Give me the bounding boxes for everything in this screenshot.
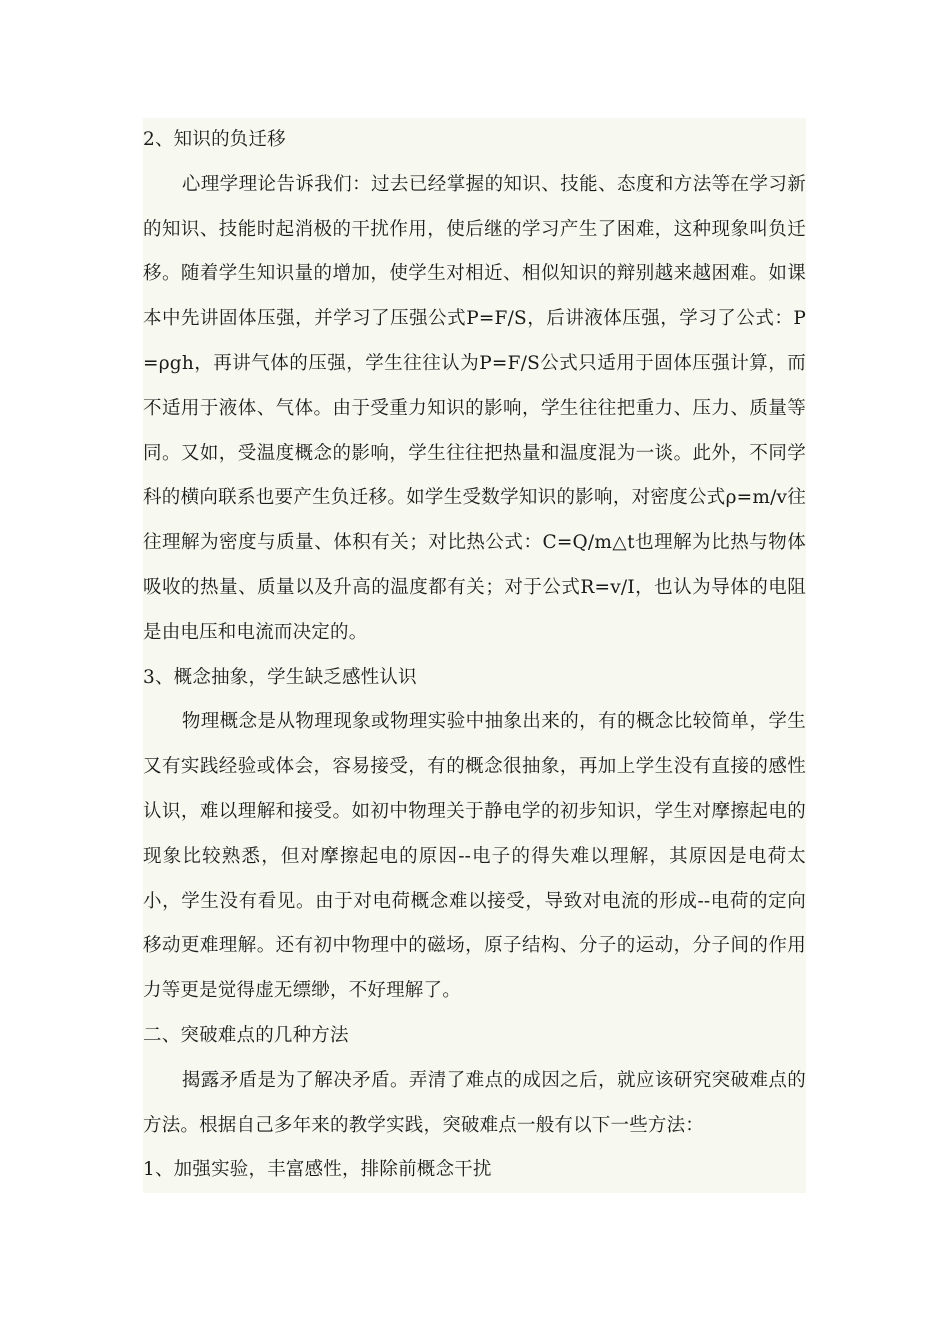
paragraph-abstract-concepts: 物理概念是从物理现象或物理实验中抽象出来的，有的概念比较简单，学生又有实践经验或体会，容易接受，有的概念很抽象，再加上学生没有直接的感性认识，难以理解和接受。如初中物理关于静电学的初步知识，学生对摩擦起电的现象比较熟悉，但对摩擦起电的原因--电子的得失难以理解，其原因是电荷太小，学生没有看见。由于对电荷概念难以接受，导致对电流的形成--电荷的定向移动更难理解。还有初中物理中的磁场，原子结构、分子的运动，分子间的作用力等更是觉得虚无缥缈，不好理解了。 — [143, 711, 806, 1002]
section-heading-abstract-concepts: 3、概念抽象，学生缺乏感性认识 — [143, 666, 417, 688]
document-body — [143, 118, 806, 1193]
paragraph-negative-transfer: 心理学理论告诉我们：过去已经掌握的知识、技能、态度和方法等在学习新的知识、技能时起消极的干扰作用，使后继的学习产生了困难，这种现象叫负迁移。随着学生知识量的增加，使学生对相近、相似知识的辩别越来越困难。如课本中先讲固体压强，并学习了压强公式P=F/S，后讲液体压强，学习了公式：P=ρgh，再讲气体的压强，学生往往认为P=F/S公式只适用于固体压强计算，而不适用于液体、气体。由于受重力知识的影响，学生往往把重力、压力、质量等同。又如，受温度概念的影响，学生往往把热量和温度混为一谈。此外，不同学科的横向联系也要产生负迁移。如学生受数学知识的影响，对密度公式ρ=m/v往往理解为密度与质量、体积有关；对比热公式：C=Q/m△t也理解为比热与物体吸收的热量、质量以及升高的温度都有关；对于公式R=v/I，也认为导体的电阻是由电压和电流而决定的。 — [143, 173, 806, 643]
section-heading-negative-transfer: 2、知识的负迁移 — [143, 129, 286, 150]
section-heading-methods: 二、突破难点的几种方法 — [143, 1024, 349, 1046]
section-heading-experiments: 1、加强实验，丰富感性，排除前概念干扰 — [143, 1159, 492, 1181]
paragraph-methods: 揭露矛盾是为了解决矛盾。弄清了难点的成因之后，就应该研究突破难点的方法。根据自己多年来的教学实践，突破难点一般有以下一些方法： — [143, 1069, 806, 1136]
